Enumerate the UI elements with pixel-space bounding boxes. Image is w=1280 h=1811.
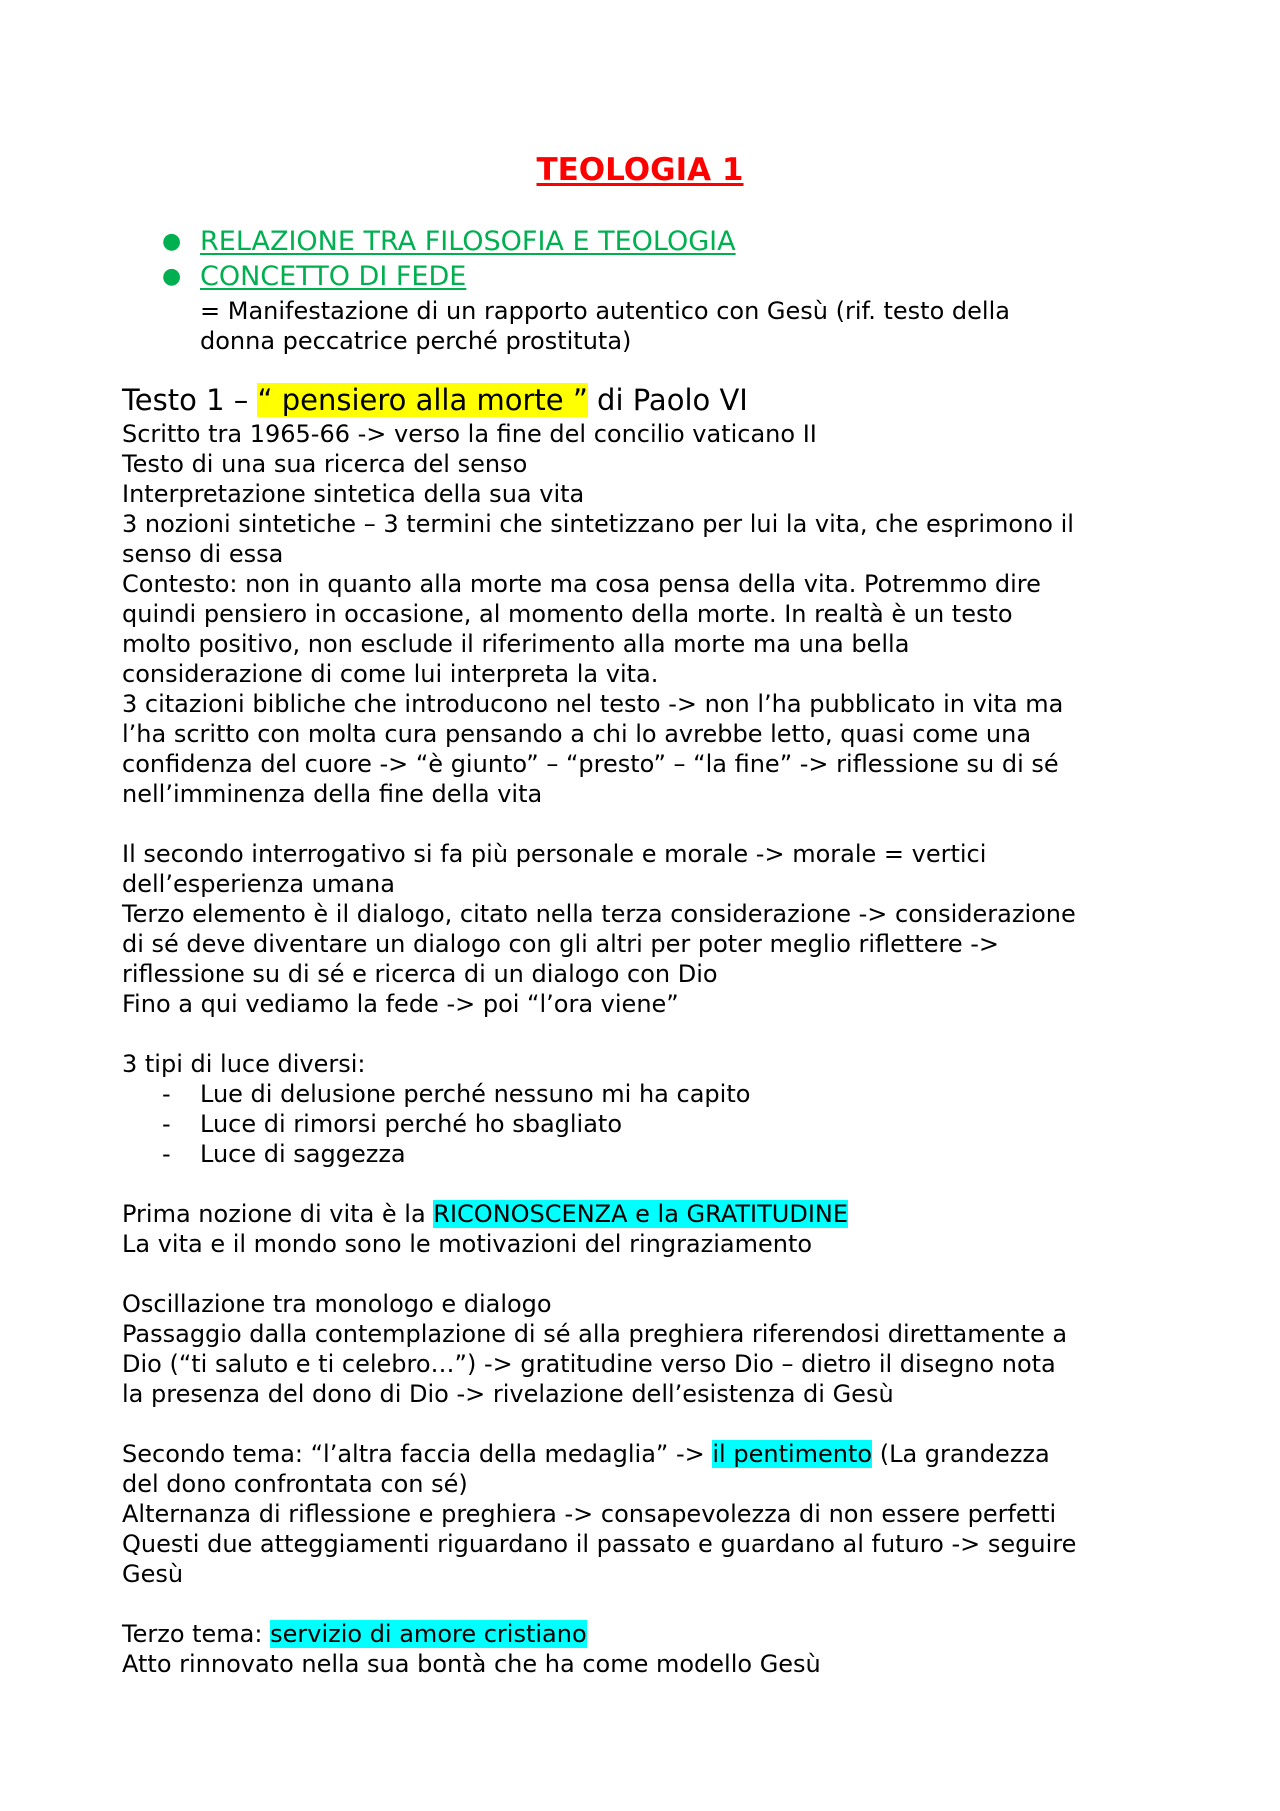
text-line: 3 nozioni sintetiche – 3 termini che sintetizzano per lui la vita, che esprimono il	[122, 510, 1074, 538]
text-line: senso di essa	[122, 540, 284, 568]
bullet-list	[160, 224, 1160, 294]
text-line: considerazione di come lui interpreta la vita.	[122, 660, 659, 688]
text-line: di sé deve diventare un dialogo con gli altri per poter meglio riflettere ->	[122, 930, 1000, 958]
bullet-label: RELAZIONE TRA FILOSOFIA E TEOLOGIA	[200, 226, 736, 257]
text-line: Interpretazione sintetica della sua vita	[122, 480, 585, 508]
text-suffix: (La grandezza	[872, 1440, 1050, 1468]
text-line: Testo di una sua ricerca del senso	[122, 450, 528, 478]
paragraph-light-types	[122, 1049, 1182, 1169]
text-line: Contesto: non in quanto alla morte ma cosa pensa della vita. Potremmo dire	[122, 570, 1041, 598]
text-line: dell’esperienza umana	[122, 870, 395, 898]
paragraph-first-notion	[122, 1199, 1182, 1259]
document-body	[122, 381, 1182, 1679]
text-line: confidenza del cuore -> “è giunto” – “presto” – “la fine” -> riflessione su di sé	[122, 750, 1059, 778]
dash-marker: -	[162, 1080, 171, 1108]
paragraph-dialogue	[122, 839, 1182, 1019]
text-line: 3 tipi di luce diversi:	[122, 1050, 366, 1078]
dash-item-label: Luce di saggezza	[200, 1140, 406, 1168]
section-heading	[122, 381, 1182, 419]
text-line: donna peccatrice perché prostituta)	[200, 327, 632, 355]
text-line: Alternanza di riflessione e preghiera -> consapevolezza di non essere perfetti	[122, 1500, 1057, 1528]
text-line: = Manifestazione di un rapporto autentico con Gesù (rif. testo della	[200, 297, 1010, 325]
text-line	[122, 1439, 1182, 1469]
text-line	[122, 1199, 1182, 1229]
paragraph-third-theme	[122, 1619, 1182, 1679]
highlight-repentance: il pentimento	[712, 1440, 873, 1468]
text-line: l’ha scritto con molta cura pensando a chi lo avrebbe letto, quasi come una	[122, 720, 1032, 748]
text-line: la presenza del dono di Dio -> rivelazione dell’esistenza di Gesù	[122, 1380, 894, 1408]
text-line: Oscillazione tra monologo e dialogo	[122, 1290, 552, 1318]
text-line: 3 citazioni bibliche che introducono nel testo -> non l’ha pubblicato in vita ma	[122, 690, 1064, 718]
text-line: Terzo elemento è il dialogo, citato nella terza considerazione -> considerazione	[122, 900, 1076, 928]
text-prefix: Secondo tema: “l’altra faccia della medaglia” ->	[122, 1440, 713, 1468]
highlight-gratitude: RICONOSCENZA e la GRATITUDINE	[433, 1200, 849, 1228]
definition-paragraph	[200, 296, 1140, 356]
page-title: TEOLOGIA 1	[536, 152, 744, 188]
dash-list-item	[122, 1109, 1182, 1139]
text-line: La vita e il mondo sono le motivazioni del ringraziamento	[122, 1230, 813, 1258]
dash-marker: -	[162, 1140, 171, 1168]
text-line: Gesù	[122, 1560, 184, 1588]
text-line: Scritto tra 1965-66 -> verso la fine del concilio vaticano II	[122, 420, 817, 448]
text-line: Il secondo interrogativo si fa più personale e morale -> morale = vertici	[122, 840, 987, 868]
text-line: Dio (“ti saluto e ti celebro…”) -> gratitudine verso Dio – dietro il disegno nota	[122, 1350, 1056, 1378]
text-prefix: Terzo tema:	[122, 1620, 271, 1648]
dash-item-label: Lue di delusione perché nessuno mi ha capito	[200, 1080, 751, 1108]
text-line: Fino a qui vediamo la fede -> poi “l’ora viene”	[122, 990, 679, 1018]
paragraph-oscillation	[122, 1289, 1182, 1409]
heading-suffix: di Paolo VI	[587, 383, 748, 417]
heading-highlight: “ pensiero alla morte ”	[257, 383, 588, 417]
text-line	[122, 1619, 1182, 1649]
highlight-service: servizio di amore cristiano	[270, 1620, 587, 1648]
bullet-dot-icon: ●	[162, 264, 182, 289]
text-prefix: Prima nozione di vita è la	[122, 1200, 434, 1228]
paragraph-intro	[122, 419, 1182, 809]
text-line: Passaggio dalla contemplazione di sé alla preghiera riferendosi direttamente a	[122, 1320, 1068, 1348]
text-line: molto positivo, non esclude il riferimento alla morte ma una bella	[122, 630, 910, 658]
dash-marker: -	[162, 1110, 171, 1138]
bullet-item	[160, 259, 1160, 294]
text-line: riflessione su di sé e ricerca di un dialogo con Dio	[122, 960, 718, 988]
dash-list-item	[122, 1079, 1182, 1109]
text-line: nell’imminenza della fine della vita	[122, 780, 543, 808]
text-line: quindi pensiero in occasione, al momento della morte. In realtà è un testo	[122, 600, 1013, 628]
paragraph-second-theme	[122, 1439, 1182, 1589]
bullet-label: CONCETTO DI FEDE	[200, 261, 467, 292]
bullet-dot-icon: ●	[162, 229, 182, 254]
text-line: del dono confrontata con sé)	[122, 1470, 468, 1498]
text-line: Questi due atteggiamenti riguardano il passato e guardano al futuro -> seguire	[122, 1530, 1077, 1558]
dash-list-item	[122, 1139, 1182, 1169]
text-line: Atto rinnovato nella sua bontà che ha come modello Gesù	[122, 1650, 821, 1678]
heading-prefix: Testo 1 –	[122, 383, 258, 417]
bullet-item	[160, 224, 1160, 259]
dash-item-label: Luce di rimorsi perché ho sbagliato	[200, 1110, 623, 1138]
